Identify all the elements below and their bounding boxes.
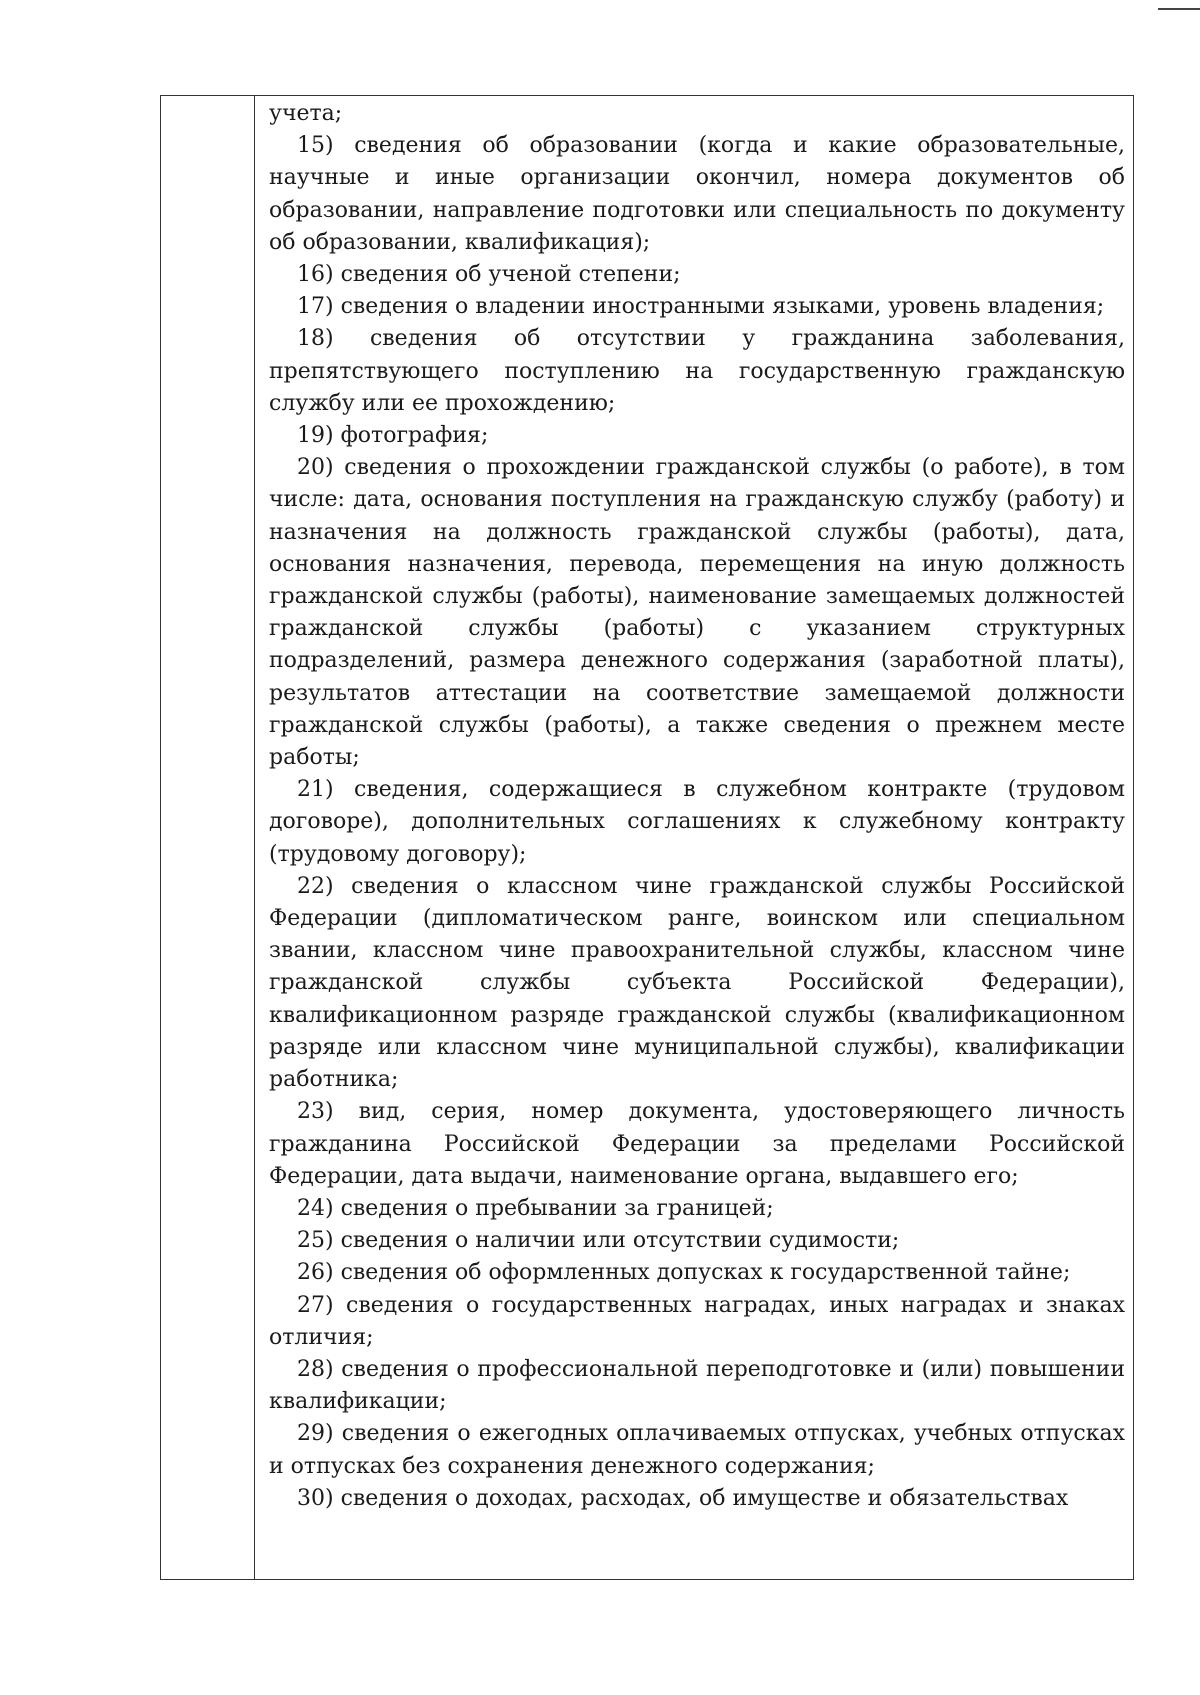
table-text-column (269, 98, 1125, 1515)
continuation-text: учета; (269, 101, 343, 126)
list-item-20: 20) сведения о прохождении гражданской службы (о работе), в том числе: дата, основания поступления на гражданскую службу (работу) и назначения на должность гражданской службы (работы), дата, основания назначения, перевода, перемещения на иную должность гражданской службы (работы), наименование замещаемых должностей гражданской службы (работы) с указанием структурных подразделений, размера денежного содержания (заработной платы), результатов аттестации на соответствие замещаемой должности гражданской службы (работы), а также сведения о прежнем месте работы; (269, 455, 1125, 771)
table-left-column (161, 96, 255, 1579)
list-item-15: 15) сведения об образовании (когда и какие образовательные, научные и иные организации окончил, номера документов об образовании, направление подготовки или специальность по документу об образовании, квалификация); (269, 133, 1125, 255)
list-item-26: 26) сведения об оформленных допусках к государственной тайне; (297, 1260, 1071, 1286)
list-item-30: 30) сведения о доходах, расходах, об имуществе и обязательствах (297, 1485, 1069, 1511)
list-item-29: 29) сведения о ежегодных оплачиваемых отпусках, учебных отпусках и отпусках без сохранения денежного содержания; (269, 1421, 1125, 1479)
list-item-18: 18) сведения об отсутствии у гражданина заболевания, препятствующего поступлению на государственную гражданскую службу или ее прохождению; (269, 326, 1125, 416)
list-item-28: 28) сведения о профессиональной переподготовке и (или) повышении квалификации; (269, 1356, 1125, 1415)
scan-edge-mark (1158, 8, 1200, 10)
document-table (160, 95, 1134, 1580)
list-item-17: 17) сведения о владении иностранными языками, уровень владения; (297, 294, 1105, 320)
list-item-19: 19) фотография; (297, 423, 489, 449)
list-item-22: 22) сведения о классном чине гражданской службы Российской Федерации (дипломатическом ранге, воинском или специальном звании, классном чине правоохранительной службы, классном чине гражданской службы субъекта Российской Федерации), квалификационном разряде гражданской службы (квалификационном разряде или классном чине муниципальной службы), квалификации работника; (269, 873, 1125, 1093)
list-item-25: 25) сведения о наличии или отсутствии судимости; (297, 1228, 900, 1254)
list-item-16: 16) сведения об ученой степени; (297, 262, 681, 288)
list-item-23: 23) вид, серия, номер документа, удостоверяющего личность гражданина Российской Федерации за пределами Российской Федерации, дата выдачи, наименование органа, выдавшего его; (269, 1099, 1125, 1189)
list-item-21: 21) сведения, содержащиеся в служебном контракте (трудовом договоре), дополнительных соглашениях к служебному контракту (трудовому договору); (269, 777, 1125, 867)
list-item-24: 24) сведения о пребывании за границей; (297, 1195, 774, 1221)
list-item-27: 27) сведения о государственных наградах, иных наградах и знаках отличия; (269, 1292, 1125, 1350)
